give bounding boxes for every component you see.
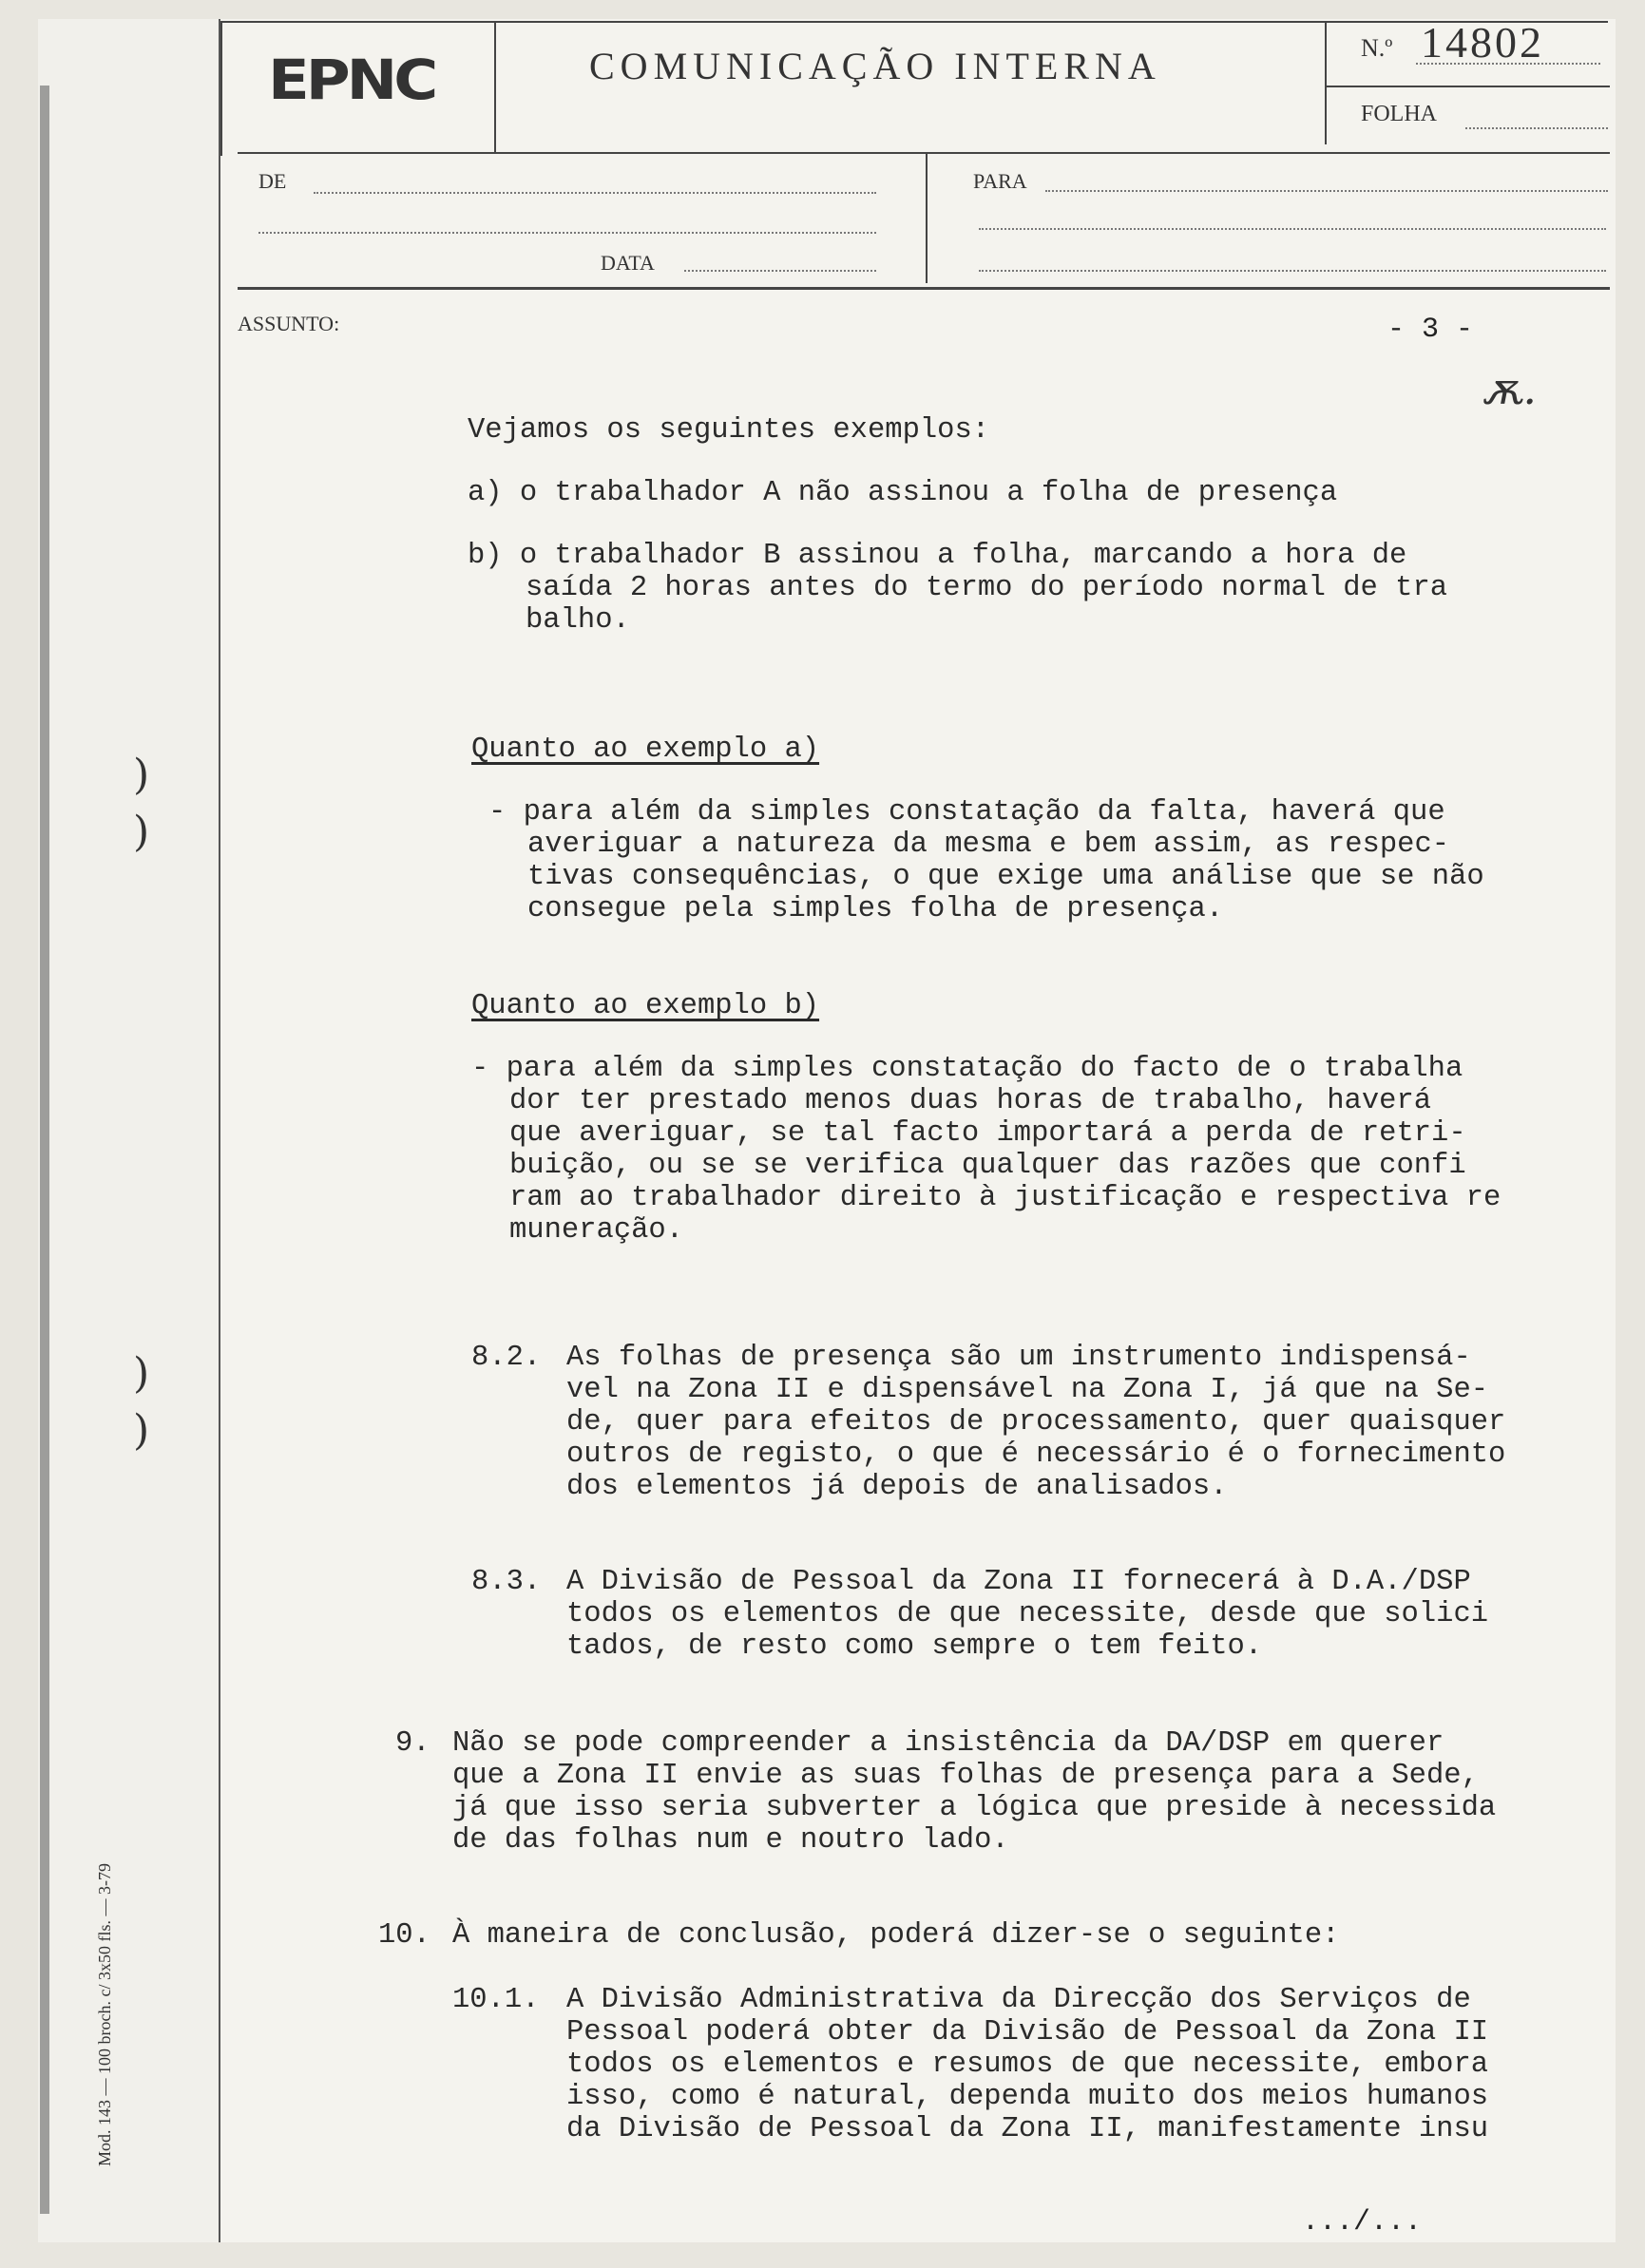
para-b-line-6: muneração. (509, 1214, 684, 1247)
section-10-1-line-4: isso, como é natural, dependa muito dos meios humanos (566, 2081, 1489, 2113)
para-a-line-2: averiguar a natureza da mesma e bem assim, as respec- (527, 829, 1450, 861)
section-9-line-4: de das folhas num e noutro lado. (452, 1824, 1009, 1857)
section-10-line-1: À maneira de conclusão, poderá dizer-se o seguinte: (452, 1919, 1340, 1952)
para-line-1 (1045, 190, 1608, 192)
section-9-number: 9. (395, 1727, 430, 1760)
folha-label: FOLHA (1361, 102, 1438, 126)
document-number: 14802 (1421, 18, 1544, 67)
de-line-2 (258, 232, 876, 234)
para-label: PARA (973, 169, 1027, 193)
item-b-line-1: b) o trabalhador B assinou a folha, marcando a hora de (468, 540, 1407, 572)
para-line-2 (979, 228, 1606, 230)
section-9-line-1: Não se pode compreender a insistência da DA/DSP em querer (452, 1727, 1444, 1760)
section-8-3-number: 8.3. (471, 1566, 542, 1598)
binding-hole-3: ) (133, 1349, 150, 1398)
header-divider-1 (494, 21, 496, 154)
para-b-line-3: que averiguar, se tal facto importará a perda de retri- (509, 1117, 1466, 1150)
binding-hole-4: ) (133, 1406, 150, 1455)
section-9-line-2: que a Zona II envie as suas folhas de presença para a Sede, (452, 1760, 1479, 1792)
binding-hole-1: ) (133, 751, 150, 799)
para-a-line-3: tivas consequências, o que exige uma análise que se não (527, 861, 1484, 893)
header-left-border (220, 21, 222, 156)
section-8-3-line-3: tados, de resto como sempre o tem feito. (566, 1630, 1263, 1663)
para-b-line-4: buição, ou se se verifica qualquer das razões que confi (509, 1150, 1466, 1182)
section-8-2-line-3: de, quer para efeitos de processamento, quer quaisquer (566, 1406, 1506, 1439)
para-a-line-4: consegue pela simples folha de presença. (527, 893, 1224, 925)
section-8-2-line-1: As folhas de presença são um instrumento indispensá- (566, 1342, 1471, 1374)
assunto-label: ASSUNTO: (238, 312, 340, 335)
para-b-line-2: dor ter prestado menos duas horas de trabalho, haverá (509, 1085, 1432, 1117)
number-line (1416, 63, 1600, 65)
document-title: COMUNICAÇÃO INTERNA (589, 45, 1161, 87)
section-8-2-number: 8.2. (471, 1342, 542, 1374)
binding-hole-2: ) (133, 808, 150, 856)
company-logo: EPNC (268, 48, 435, 113)
para-line-3 (979, 270, 1606, 272)
section-8-2-line-4: outros de registo, o que é necessário é o fornecimento (566, 1439, 1506, 1471)
section-8-3-line-1: A Divisão de Pessoal da Zona II fornecerá à D.A./DSP (566, 1566, 1471, 1598)
section-10-1-line-5: da Divisão de Pessoal da Zona II, manifestamente insu (566, 2113, 1489, 2145)
number-label: N.º (1361, 34, 1393, 62)
fields-divider (926, 152, 928, 283)
para-a-line-1: - para além da simples constatação da falta, haverá que (488, 796, 1445, 829)
header-divider-2 (1325, 21, 1327, 144)
section-10-1-line-3: todos os elementos e resumos de que necessite, embora (566, 2049, 1489, 2081)
de-label: DE (258, 169, 287, 193)
number-rule (1325, 86, 1610, 87)
item-b-line-2: saída 2 horas antes do termo do período normal de tra (526, 572, 1448, 604)
heading-example-b: Quanto ao exemplo b) (471, 990, 820, 1022)
section-10-1-number: 10.1. (452, 1984, 540, 2016)
section-8-2-line-2: vel na Zona II e dispensável na Zona I, já que na Se- (566, 1374, 1489, 1406)
folha-line (1465, 127, 1608, 129)
handwritten-initials: ѫ. (1482, 363, 1537, 414)
section-10-1-line-2: Pessoal poderá obter da Divisão de Pessoal da Zona II (566, 2016, 1489, 2049)
section-8-3-line-2: todos os elementos de que necessite, desde que solici (566, 1598, 1489, 1630)
continued-marker: .../... (1302, 2206, 1423, 2239)
section-10-number: 10. (378, 1919, 430, 1952)
de-line-1 (314, 192, 876, 194)
data-line (684, 270, 876, 272)
binding-margin (38, 19, 220, 2242)
form-code: Mod. 143 — 100 broch. c/ 3x50 fls. — 3-79 (95, 1863, 114, 2166)
header-top-border (220, 21, 1608, 23)
left-edge-shadow (40, 86, 49, 2214)
page-number: - 3 - (1387, 314, 1474, 346)
fields-bottom-border (238, 287, 1610, 290)
section-9-line-3: já que isso seria subverter a lógica que preside à necessida (452, 1792, 1497, 1824)
para-b-line-5: ram ao trabalhador direito à justificação e respectiva re (509, 1182, 1502, 1214)
header-bottom-border (238, 152, 1610, 154)
para-b-line-1: - para além da simples constatação do facto de o trabalha (471, 1053, 1463, 1085)
section-8-2-line-5: dos elementos já depois de analisados. (566, 1471, 1228, 1503)
item-b-line-3: balho. (526, 604, 630, 637)
section-10-1-line-1: A Divisão Administrativa da Direcção dos Serviços de (566, 1984, 1471, 2016)
item-a: a) o trabalhador A não assinou a folha de presença (468, 477, 1338, 509)
intro-line: Vejamos os seguintes exemplos: (468, 414, 990, 447)
heading-example-a: Quanto ao exemplo a) (471, 734, 820, 766)
data-label: DATA (601, 251, 655, 275)
